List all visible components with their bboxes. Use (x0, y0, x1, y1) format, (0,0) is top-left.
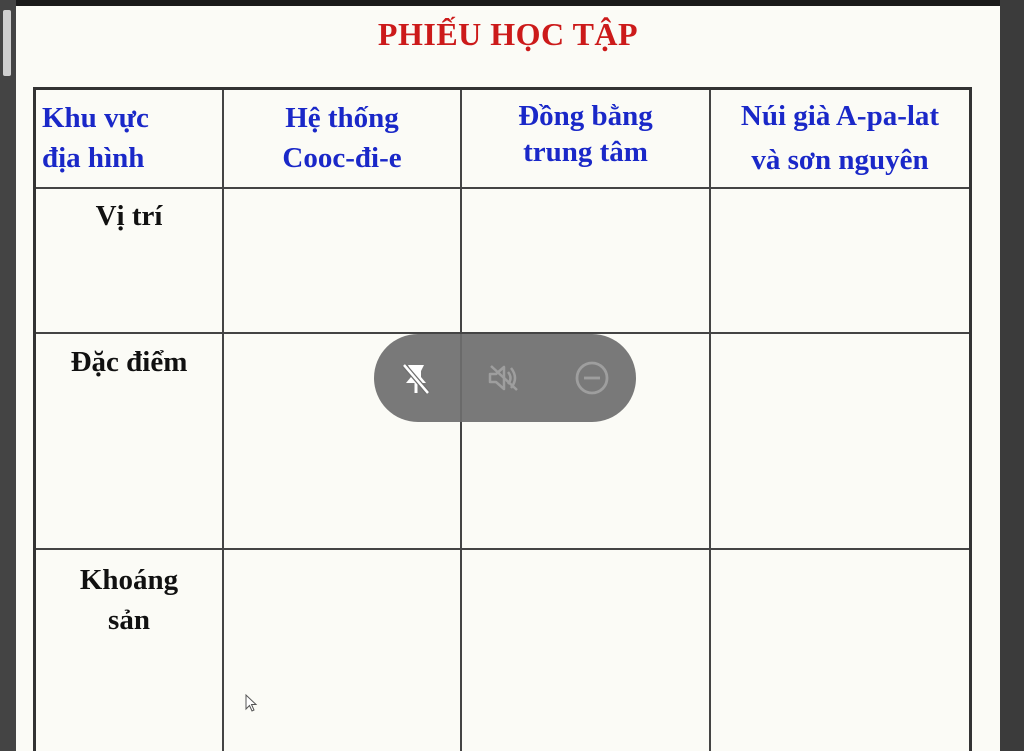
table-row-divider (36, 548, 969, 550)
header-appalachian-line2: và sơn nguyên (751, 144, 929, 176)
table-row-divider (36, 187, 969, 189)
table-column-divider (709, 90, 711, 751)
floating-control-pill (374, 334, 636, 422)
unpin-icon[interactable] (394, 356, 438, 400)
header-cordillera-line1: Hệ thống (285, 102, 399, 134)
mouse-cursor-icon (244, 693, 258, 713)
row-label-minerals-line1: Khoáng (79, 564, 179, 596)
worksheet-title: PHIẾU HỌC TẬP (377, 16, 639, 52)
row-label-characteristics: Đặc điểm (70, 346, 188, 378)
header-cell-central-plain (462, 96, 709, 172)
row-label-location: Vị trí (95, 200, 163, 232)
volume-mute-icon[interactable] (482, 356, 526, 400)
header-corner-line1: Khu vực (42, 102, 149, 134)
left-scroll-strip (0, 0, 16, 751)
scrollbar-thumb[interactable] (3, 10, 11, 76)
row-label-minerals-line2: sản (108, 604, 150, 636)
row-label-minerals (36, 560, 222, 640)
minus-circle-icon[interactable] (570, 356, 614, 400)
header-central-plain-line2: trung tâm (523, 136, 648, 168)
table-column-divider (222, 90, 224, 751)
header-cordillera-line2: Cooc-đi-e (282, 142, 402, 174)
header-cell-cordillera (224, 98, 460, 178)
header-cell-appalachian (711, 96, 969, 180)
right-edge (1000, 0, 1024, 751)
header-appalachian-line1: Núi già A-pa-lat (740, 100, 940, 132)
header-corner-cell (42, 98, 149, 178)
header-central-plain-line1: Đồng bằng (518, 100, 653, 132)
header-corner-line2: địa hình (42, 142, 145, 174)
